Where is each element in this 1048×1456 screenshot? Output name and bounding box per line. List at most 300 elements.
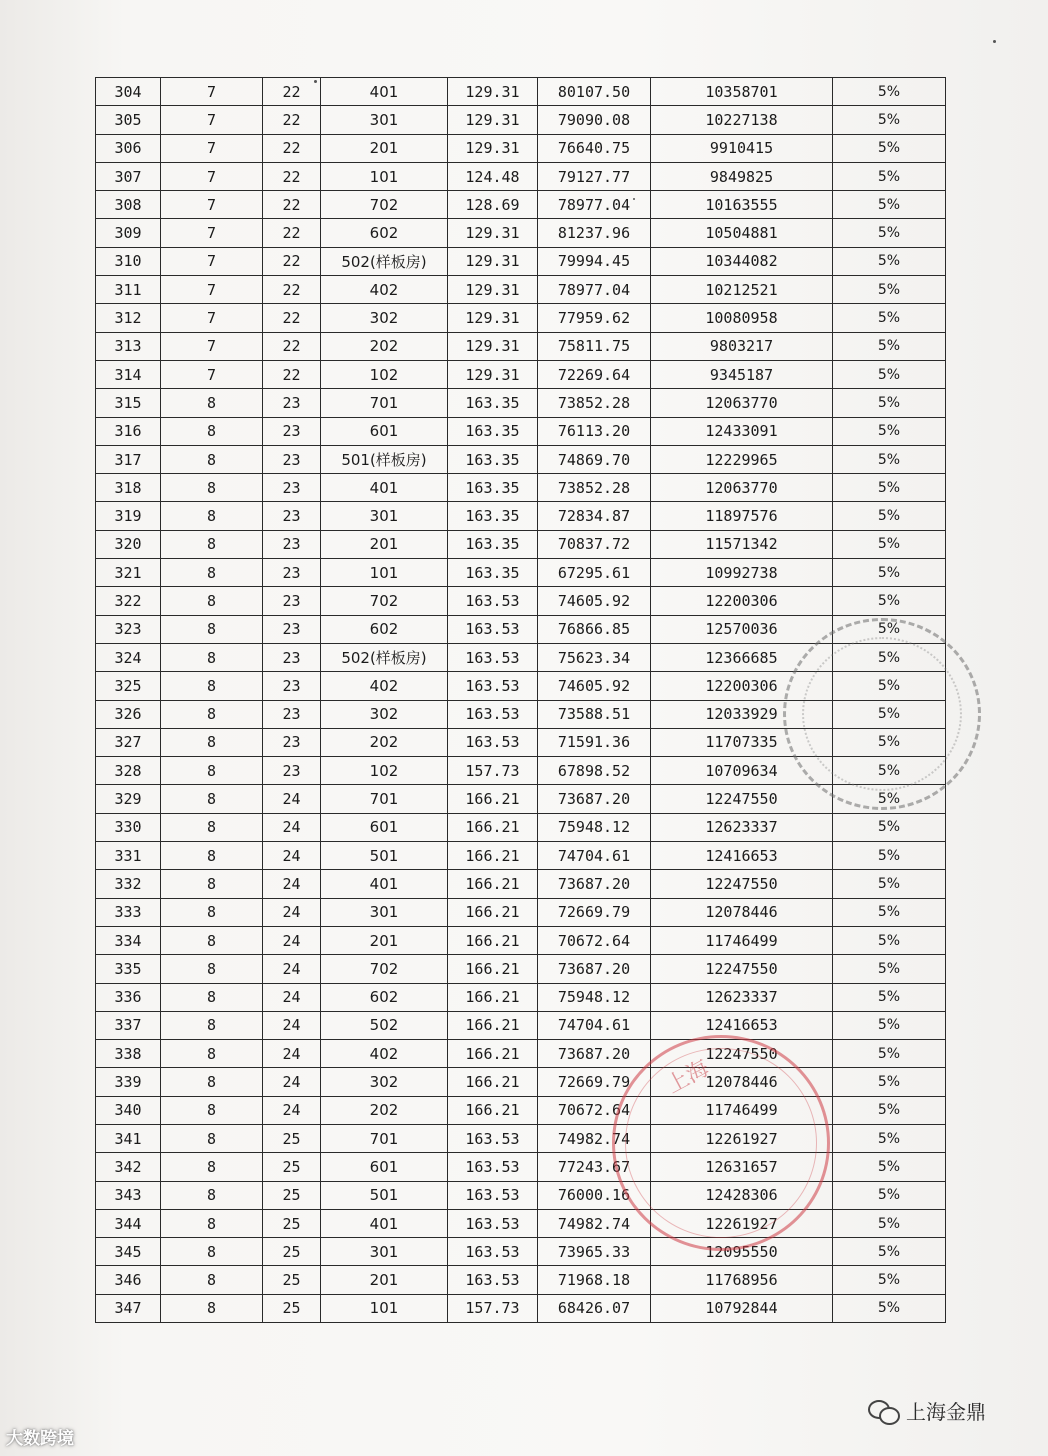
building-cell: 8 (161, 898, 263, 926)
unit-cell: 25 (263, 1124, 321, 1152)
unit-cell: 22 (263, 78, 321, 106)
area-cell: 129.31 (448, 360, 538, 388)
row-number-cell: 320 (96, 530, 161, 558)
row-number-cell: 337 (96, 1011, 161, 1039)
unit-cell: 24 (263, 983, 321, 1011)
discount-rate-cell: 5% (833, 983, 946, 1011)
row-number-cell: 313 (96, 332, 161, 360)
table-row (96, 304, 946, 332)
watermark-account-right (868, 1396, 986, 1425)
room-number-cell: 101 (321, 1294, 448, 1322)
unit-price-cell: 73687.20 (538, 785, 651, 813)
unit-price-cell: 67295.61 (538, 559, 651, 587)
row-number-cell: 325 (96, 672, 161, 700)
total-price-cell: 12433091 (651, 417, 833, 445)
room-number-cell: 502 (321, 1011, 448, 1039)
unit-cell: 23 (263, 615, 321, 643)
scan-speck (993, 40, 996, 43)
building-cell: 8 (161, 672, 263, 700)
unit-price-cell: 74605.92 (538, 672, 651, 700)
price-list-body (96, 78, 946, 1323)
area-cell: 166.21 (448, 955, 538, 983)
unit-cell: 23 (263, 757, 321, 785)
discount-rate-cell: 5% (833, 276, 946, 304)
total-price-cell: 12063770 (651, 474, 833, 502)
total-price-cell: 12078446 (651, 898, 833, 926)
table-row (96, 672, 946, 700)
table-row (96, 898, 946, 926)
room-number-cell: 702 (321, 191, 448, 219)
building-cell: 8 (161, 1238, 263, 1266)
room-number-cell: 501 (321, 1181, 448, 1209)
unit-cell: 22 (263, 219, 321, 247)
total-price-cell: 12247550 (651, 785, 833, 813)
table-row (96, 191, 946, 219)
room-number-cell: 701 (321, 1124, 448, 1152)
total-price-cell: 12078446 (651, 1068, 833, 1096)
area-cell: 129.31 (448, 78, 538, 106)
unit-cell: 23 (263, 474, 321, 502)
unit-price-cell: 76000.16 (538, 1181, 651, 1209)
unit-cell: 22 (263, 191, 321, 219)
table-row (96, 728, 946, 756)
room-number-cell: 302 (321, 304, 448, 332)
total-price-cell: 12366685 (651, 643, 833, 671)
discount-rate-cell: 5% (833, 1096, 946, 1124)
room-number-cell: 501 (321, 842, 448, 870)
discount-rate-cell: 5% (833, 559, 946, 587)
row-number-cell: 316 (96, 417, 161, 445)
building-cell: 8 (161, 1294, 263, 1322)
table-row (96, 983, 946, 1011)
total-price-cell: 9345187 (651, 360, 833, 388)
row-number-cell: 328 (96, 757, 161, 785)
room-number-cell: 201 (321, 926, 448, 954)
unit-price-cell: 81237.96 (538, 219, 651, 247)
total-price-cell: 12416653 (651, 842, 833, 870)
area-cell: 129.31 (448, 304, 538, 332)
unit-cell: 24 (263, 785, 321, 813)
unit-price-cell: 70672.64 (538, 1096, 651, 1124)
area-cell: 163.53 (448, 587, 538, 615)
unit-cell: 24 (263, 1040, 321, 1068)
row-number-cell: 306 (96, 134, 161, 162)
table-row (96, 587, 946, 615)
discount-rate-cell: 5% (833, 219, 946, 247)
total-price-cell: 12623337 (651, 983, 833, 1011)
area-cell: 163.35 (448, 417, 538, 445)
area-cell: 129.31 (448, 106, 538, 134)
unit-cell: 24 (263, 1011, 321, 1039)
row-number-cell: 343 (96, 1181, 161, 1209)
total-price-cell: 10992738 (651, 559, 833, 587)
room-number-cell: 302 (321, 700, 448, 728)
account-name: 上海金鼎 (906, 1400, 986, 1424)
row-number-cell: 342 (96, 1153, 161, 1181)
table-row (96, 700, 946, 728)
unit-price-cell: 73687.20 (538, 955, 651, 983)
building-cell: 8 (161, 1181, 263, 1209)
area-cell: 157.73 (448, 757, 538, 785)
building-cell: 8 (161, 870, 263, 898)
unit-price-cell: 75948.12 (538, 983, 651, 1011)
table-row (96, 1011, 946, 1039)
table-row (96, 842, 946, 870)
row-number-cell: 312 (96, 304, 161, 332)
area-cell: 166.21 (448, 898, 538, 926)
table-row (96, 955, 946, 983)
area-cell: 166.21 (448, 1011, 538, 1039)
discount-rate-cell: 5% (833, 813, 946, 841)
row-number-cell: 338 (96, 1040, 161, 1068)
unit-price-cell: 73588.51 (538, 700, 651, 728)
building-cell: 8 (161, 842, 263, 870)
building-cell: 8 (161, 813, 263, 841)
row-number-cell: 314 (96, 360, 161, 388)
table-row (96, 870, 946, 898)
row-number-cell: 308 (96, 191, 161, 219)
building-cell: 8 (161, 1011, 263, 1039)
unit-price-cell: 74982.74 (538, 1124, 651, 1152)
unit-cell: 23 (263, 643, 321, 671)
row-number-cell: 318 (96, 474, 161, 502)
unit-price-cell: 79994.45 (538, 247, 651, 275)
total-price-cell: 9910415 (651, 134, 833, 162)
building-cell: 8 (161, 1040, 263, 1068)
discount-rate-cell: 5% (833, 1294, 946, 1322)
table-row (96, 276, 946, 304)
row-number-cell: 327 (96, 728, 161, 756)
total-price-cell: 11571342 (651, 530, 833, 558)
building-cell: 8 (161, 389, 263, 417)
area-cell: 129.31 (448, 276, 538, 304)
discount-rate-cell: 5% (833, 785, 946, 813)
area-cell: 163.53 (448, 615, 538, 643)
room-number-cell: 701 (321, 785, 448, 813)
discount-rate-cell: 5% (833, 1238, 946, 1266)
discount-rate-cell: 5% (833, 672, 946, 700)
building-cell: 8 (161, 700, 263, 728)
discount-rate-cell: 5% (833, 1011, 946, 1039)
table-row (96, 813, 946, 841)
unit-cell: 22 (263, 276, 321, 304)
total-price-cell: 12428306 (651, 1181, 833, 1209)
room-number-cell: 401 (321, 870, 448, 898)
row-number-cell: 315 (96, 389, 161, 417)
total-price-cell: 10080958 (651, 304, 833, 332)
building-cell: 8 (161, 728, 263, 756)
discount-rate-cell: 5% (833, 106, 946, 134)
room-number-cell: 601 (321, 1153, 448, 1181)
table-row (96, 106, 946, 134)
building-cell: 8 (161, 1153, 263, 1181)
table-row (96, 389, 946, 417)
table-row (96, 926, 946, 954)
discount-rate-cell: 5% (833, 700, 946, 728)
table-row (96, 1040, 946, 1068)
unit-cell: 25 (263, 1153, 321, 1181)
room-number-cell: 202 (321, 332, 448, 360)
unit-cell: 23 (263, 445, 321, 473)
area-cell: 163.35 (448, 389, 538, 417)
building-cell: 7 (161, 134, 263, 162)
building-cell: 8 (161, 502, 263, 530)
table-row (96, 360, 946, 388)
row-number-cell: 331 (96, 842, 161, 870)
table-row (96, 785, 946, 813)
area-cell: 166.21 (448, 926, 538, 954)
area-cell: 124.48 (448, 162, 538, 190)
total-price-cell: 10358701 (651, 78, 833, 106)
row-number-cell: 336 (96, 983, 161, 1011)
room-number-cell: 502(样板房) (321, 643, 448, 671)
row-number-cell: 329 (96, 785, 161, 813)
area-cell: 163.35 (448, 445, 538, 473)
discount-rate-cell: 5% (833, 955, 946, 983)
building-cell: 8 (161, 615, 263, 643)
unit-cell: 23 (263, 559, 321, 587)
discount-rate-cell: 5% (833, 898, 946, 926)
discount-rate-cell: 5% (833, 502, 946, 530)
table-row (96, 757, 946, 785)
total-price-cell: 10792844 (651, 1294, 833, 1322)
building-cell: 7 (161, 106, 263, 134)
room-number-cell: 301 (321, 898, 448, 926)
total-price-cell: 12247550 (651, 955, 833, 983)
area-cell: 163.35 (448, 474, 538, 502)
unit-price-cell: 67898.52 (538, 757, 651, 785)
discount-rate-cell: 5% (833, 728, 946, 756)
room-number-cell: 301 (321, 1238, 448, 1266)
unit-price-cell: 72669.79 (538, 1068, 651, 1096)
building-cell: 8 (161, 1068, 263, 1096)
table-row (96, 417, 946, 445)
area-cell: 163.53 (448, 672, 538, 700)
table-row (96, 1294, 946, 1322)
total-price-cell: 10344082 (651, 247, 833, 275)
total-price-cell: 12570036 (651, 615, 833, 643)
discount-rate-cell: 5% (833, 587, 946, 615)
unit-price-cell: 74704.61 (538, 1011, 651, 1039)
discount-rate-cell: 5% (833, 474, 946, 502)
area-cell: 163.35 (448, 502, 538, 530)
area-cell: 166.21 (448, 870, 538, 898)
price-list-table (95, 77, 946, 1323)
discount-rate-cell: 5% (833, 1153, 946, 1181)
unit-cell: 25 (263, 1181, 321, 1209)
total-price-cell: 12631657 (651, 1153, 833, 1181)
unit-price-cell: 75948.12 (538, 813, 651, 841)
unit-price-cell: 78977.04 (538, 191, 651, 219)
area-cell: 129.31 (448, 134, 538, 162)
unit-cell: 22 (263, 332, 321, 360)
discount-rate-cell: 5% (833, 417, 946, 445)
room-number-cell: 301 (321, 502, 448, 530)
room-number-cell: 401 (321, 78, 448, 106)
row-number-cell: 344 (96, 1209, 161, 1237)
row-number-cell: 322 (96, 587, 161, 615)
unit-cell: 25 (263, 1266, 321, 1294)
discount-rate-cell: 5% (833, 643, 946, 671)
total-price-cell: 10709634 (651, 757, 833, 785)
discount-rate-cell: 5% (833, 304, 946, 332)
unit-cell: 22 (263, 247, 321, 275)
unit-cell: 22 (263, 360, 321, 388)
area-cell: 129.31 (448, 219, 538, 247)
scan-speck (314, 80, 317, 83)
room-number-cell: 202 (321, 1096, 448, 1124)
row-number-cell: 310 (96, 247, 161, 275)
unit-price-cell: 74704.61 (538, 842, 651, 870)
unit-cell: 22 (263, 304, 321, 332)
row-number-cell: 321 (96, 559, 161, 587)
building-cell: 7 (161, 276, 263, 304)
area-cell: 163.53 (448, 1238, 538, 1266)
area-cell: 163.53 (448, 1124, 538, 1152)
area-cell: 128.69 (448, 191, 538, 219)
unit-price-cell: 74869.70 (538, 445, 651, 473)
discount-rate-cell: 5% (833, 389, 946, 417)
total-price-cell: 12095550 (651, 1238, 833, 1266)
unit-price-cell: 75811.75 (538, 332, 651, 360)
unit-price-cell: 73687.20 (538, 870, 651, 898)
row-number-cell: 347 (96, 1294, 161, 1322)
row-number-cell: 339 (96, 1068, 161, 1096)
total-price-cell: 10504881 (651, 219, 833, 247)
discount-rate-cell: 5% (833, 615, 946, 643)
building-cell: 8 (161, 474, 263, 502)
area-cell: 129.31 (448, 332, 538, 360)
discount-rate-cell: 5% (833, 162, 946, 190)
building-cell: 8 (161, 785, 263, 813)
row-number-cell: 317 (96, 445, 161, 473)
total-price-cell: 12247550 (651, 870, 833, 898)
room-number-cell: 501(样板房) (321, 445, 448, 473)
total-price-cell: 11897576 (651, 502, 833, 530)
unit-price-cell: 80107.50 (538, 78, 651, 106)
unit-cell: 24 (263, 870, 321, 898)
room-number-cell: 201 (321, 530, 448, 558)
total-price-cell: 11768956 (651, 1266, 833, 1294)
room-number-cell: 201 (321, 134, 448, 162)
row-number-cell: 333 (96, 898, 161, 926)
building-cell: 7 (161, 332, 263, 360)
room-number-cell: 402 (321, 276, 448, 304)
unit-price-cell: 74982.74 (538, 1209, 651, 1237)
discount-rate-cell: 5% (833, 1266, 946, 1294)
building-cell: 8 (161, 983, 263, 1011)
discount-rate-cell: 5% (833, 926, 946, 954)
total-price-cell: 12623337 (651, 813, 833, 841)
area-cell: 157.73 (448, 1294, 538, 1322)
row-number-cell: 309 (96, 219, 161, 247)
unit-price-cell: 77959.62 (538, 304, 651, 332)
table-row (96, 78, 946, 106)
unit-price-cell: 73852.28 (538, 474, 651, 502)
area-cell: 163.53 (448, 643, 538, 671)
room-number-cell: 601 (321, 417, 448, 445)
table-row (96, 247, 946, 275)
row-number-cell: 323 (96, 615, 161, 643)
table-row (96, 1266, 946, 1294)
discount-rate-cell: 5% (833, 191, 946, 219)
unit-cell: 23 (263, 530, 321, 558)
discount-rate-cell: 5% (833, 134, 946, 162)
row-number-cell: 319 (96, 502, 161, 530)
unit-cell: 24 (263, 813, 321, 841)
unit-cell: 23 (263, 728, 321, 756)
row-number-cell: 311 (96, 276, 161, 304)
table-row (96, 502, 946, 530)
discount-rate-cell: 5% (833, 360, 946, 388)
unit-price-cell: 70672.64 (538, 926, 651, 954)
room-number-cell: 602 (321, 219, 448, 247)
area-cell: 163.53 (448, 728, 538, 756)
total-price-cell: 12247550 (651, 1040, 833, 1068)
building-cell: 8 (161, 1209, 263, 1237)
table-row (96, 643, 946, 671)
row-number-cell: 307 (96, 162, 161, 190)
building-cell: 8 (161, 1124, 263, 1152)
total-price-cell: 12200306 (651, 587, 833, 615)
table-row (96, 559, 946, 587)
table-row (96, 1153, 946, 1181)
room-number-cell: 102 (321, 360, 448, 388)
row-number-cell: 326 (96, 700, 161, 728)
room-number-cell: 402 (321, 1040, 448, 1068)
unit-cell: 25 (263, 1294, 321, 1322)
row-number-cell: 332 (96, 870, 161, 898)
room-number-cell: 102 (321, 757, 448, 785)
discount-rate-cell: 5% (833, 1068, 946, 1096)
unit-price-cell: 71968.18 (538, 1266, 651, 1294)
table-row (96, 530, 946, 558)
table-row (96, 134, 946, 162)
unit-cell: 24 (263, 955, 321, 983)
row-number-cell: 304 (96, 78, 161, 106)
table-row (96, 1096, 946, 1124)
unit-price-cell: 72669.79 (538, 898, 651, 926)
unit-cell: 22 (263, 134, 321, 162)
total-price-cell: 10227138 (651, 106, 833, 134)
building-cell: 8 (161, 417, 263, 445)
unit-cell: 24 (263, 1068, 321, 1096)
total-price-cell: 11746499 (651, 926, 833, 954)
room-number-cell: 201 (321, 1266, 448, 1294)
unit-price-cell: 71591.36 (538, 728, 651, 756)
area-cell: 166.21 (448, 813, 538, 841)
table-row (96, 1068, 946, 1096)
building-cell: 7 (161, 304, 263, 332)
area-cell: 166.21 (448, 842, 538, 870)
discount-rate-cell: 5% (833, 530, 946, 558)
building-cell: 8 (161, 955, 263, 983)
unit-cell: 23 (263, 672, 321, 700)
building-cell: 8 (161, 643, 263, 671)
area-cell: 163.53 (448, 1266, 538, 1294)
unit-price-cell: 79127.77 (538, 162, 651, 190)
table-row (96, 332, 946, 360)
table-row (96, 615, 946, 643)
room-number-cell: 702 (321, 955, 448, 983)
unit-price-cell: 68426.07 (538, 1294, 651, 1322)
row-number-cell: 340 (96, 1096, 161, 1124)
unit-price-cell: 73852.28 (538, 389, 651, 417)
building-cell: 8 (161, 587, 263, 615)
room-number-cell: 602 (321, 983, 448, 1011)
building-cell: 8 (161, 559, 263, 587)
unit-cell: 24 (263, 898, 321, 926)
